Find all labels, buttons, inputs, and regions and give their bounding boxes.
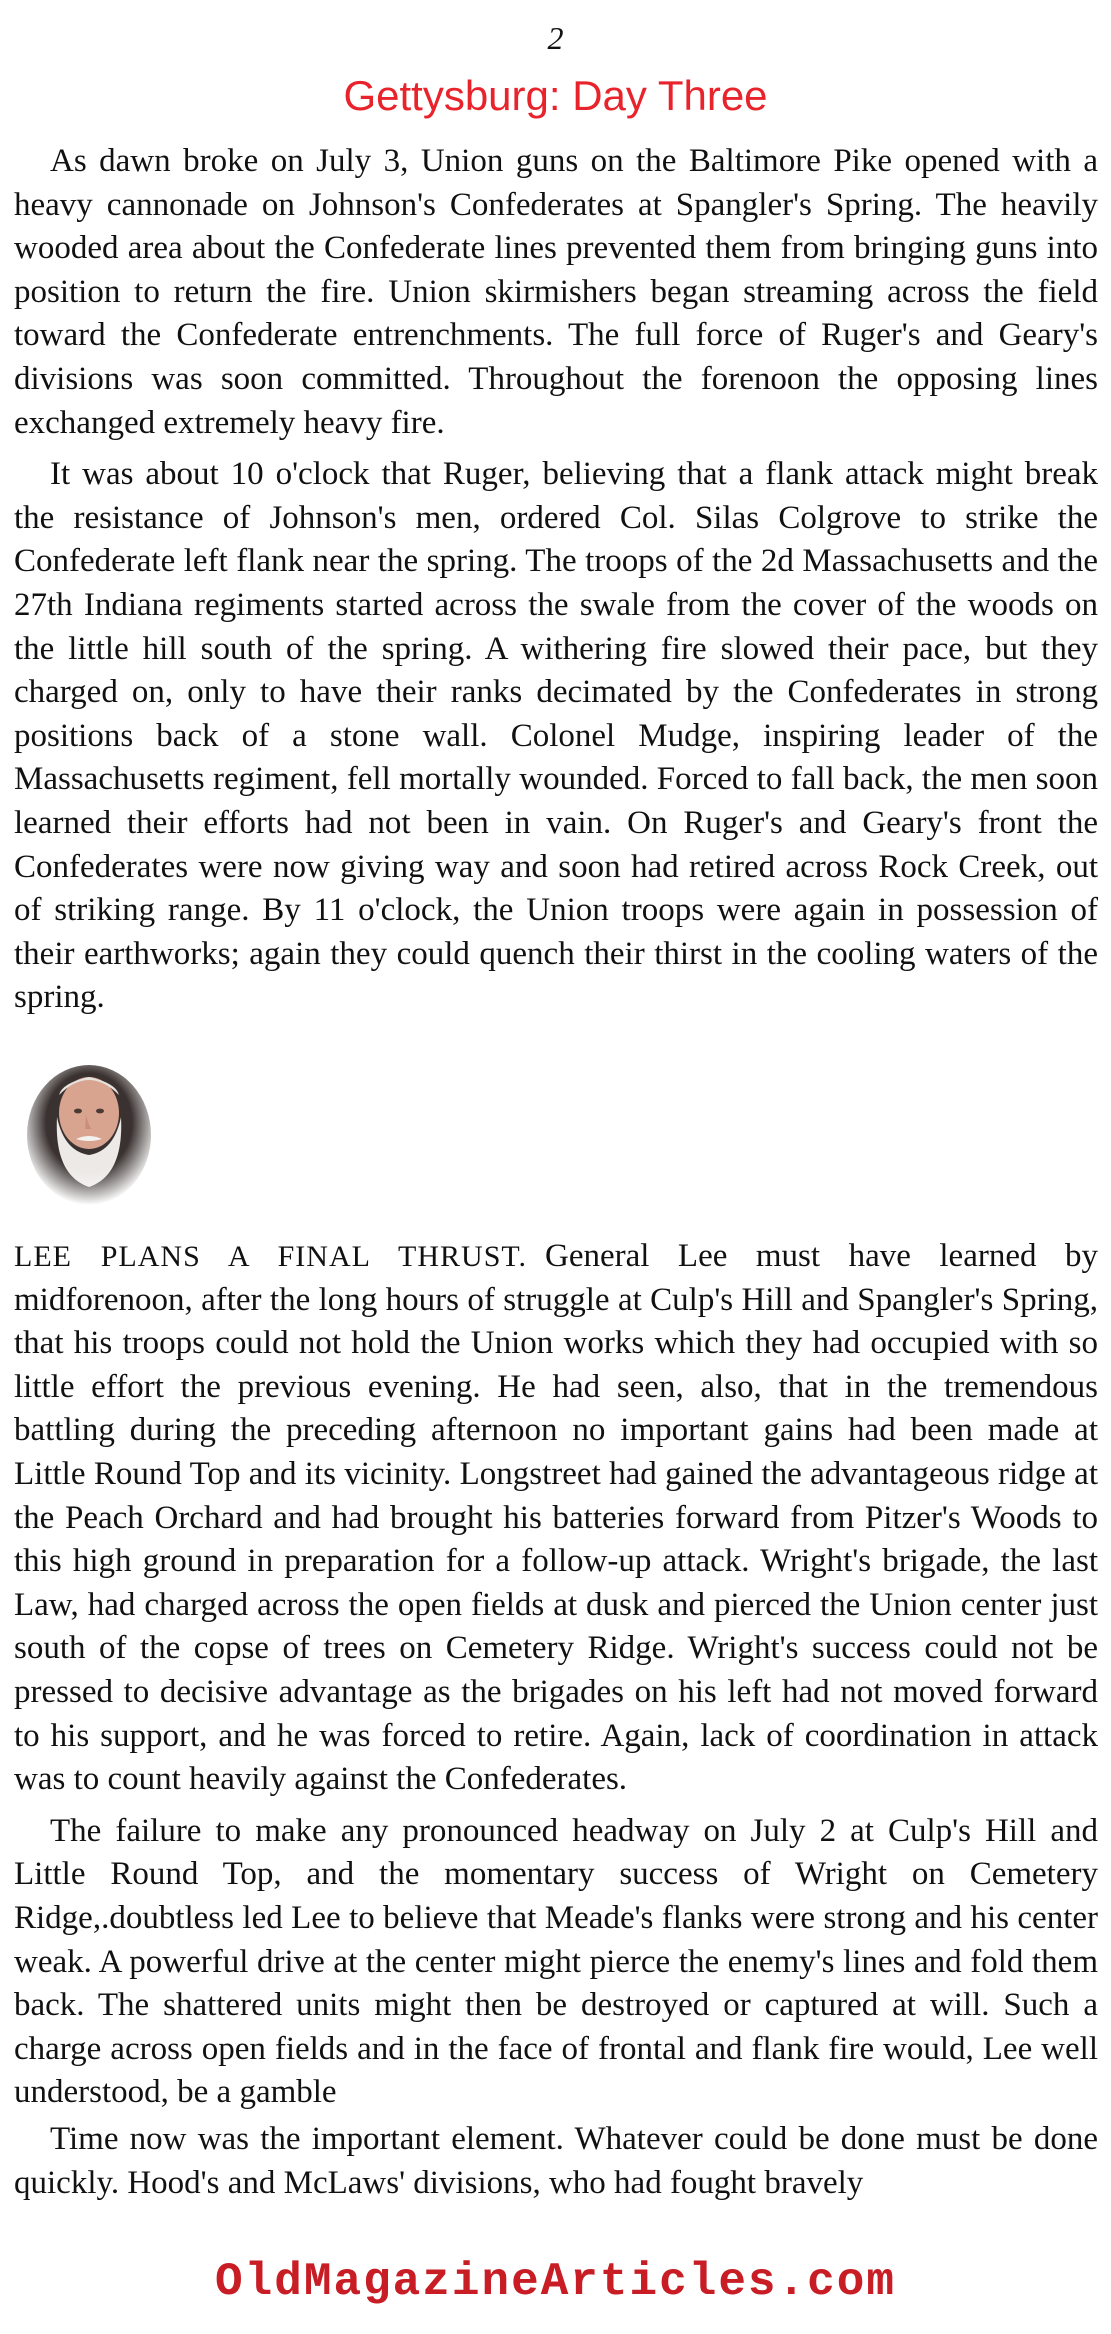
- paragraph-4: The failure to make any pronounced headway on July 2 at Culp's Hill and Little Round Top, and the momentary success of Wright on Cemetery Ridge,.doubtless led Lee to believe that Meade's flanks were strong and his center weak. A powerful drive at the center might pierce the enemy's lines and fold them back. The shattered units might then be destroyed or captured at will. Such a charge across open fields and in the face of frontal and flank fire would, Lee well understood, be a gamble: [14, 1812, 1098, 2111]
- article-section-1: [14, 140, 1098, 1020]
- lee-portrait-image: [24, 1055, 154, 1205]
- paragraph-1: As dawn broke on July 3, Union guns on the Baltimore Pike opened with a heavy cannonade on Johnson's Confederates at Spangler's Spring. The heavily wooded area about the Confederate lines prevented them from bringing guns into position to return the fire. Union skirmishers began streaming across the field toward the Confederate entrenchments. The full force of Ruger's and Geary's divisions was soon committed. Throughout the forenoon the opposing lines exchanged extremely heavy fire.: [14, 143, 1098, 441]
- article-section-2: [14, 1235, 1098, 2115]
- paragraph-5: Time now was the important element. Whatever could be done must be done quickly. Hood's and McLaws' divisions, who had fought bravely: [14, 2121, 1098, 2201]
- paragraph-3: General Lee must have learned by midforenoon, after the long hours of struggle at Culp's Hill and Spangler's Spring, that his troops could not hold the Union works which they had occupied with so little effort the previous evening. He had seen, also, that in the tremendous battling during the preceding afternoon no important gains had been made at Little Round Top and its vicinity. Longstreet had gained the advantageous ridge at the Peach Orchard and had brought his batteries forward from Pitzer's Woods to this high ground in preparation for a follow-up attack. Wright's brigade, the last Law, had charged across the open fields at dusk and pierced the Union center just south of the copse of trees on Cemetery Ridge. Wright's success could not be pressed to decisive advantage as the brigades on his left had not moved forward to his support, and he was forced to retire. Again, lack of coordination in attack was to count heavily against the Confederates.: [14, 1238, 1098, 1798]
- section-heading: LEE PLANS A FINAL THRUST.: [14, 1240, 527, 1273]
- paragraph-2: It was about 10 o'clock that Ruger, believing that a flank attack might break the resistance of Johnson's men, ordered Col. Silas Colgrove to strike the Confederate left flank near the spring. The troops of the 2d Massachusetts and the 27th Indiana regiments started across the swale from the cover of the woods on the little hill south of the spring. A withering fire slowed their pace, but they charged on, only to have their ranks decimated by the Confederates in strong positions back of a stone wall. Colonel Mudge, inspiring leader of the Massachusetts regiment, fell mortally wounded. Forced to fall back, the men soon learned their efforts had not been in vain. On Ruger's and Geary's front the Confederates were now giving way and soon had retired across Rock Creek, out of striking range. By 11 o'clock, the Union troops were again in possession of their earthworks; again they could quench their thirst in the cooling waters of the spring.: [14, 456, 1098, 1016]
- site-watermark: OldMagazineArticles.com: [215, 2256, 896, 2308]
- page-number: 2: [547, 20, 564, 56]
- page-title: Gettysburg: Day Three: [343, 72, 768, 119]
- article-section-3: [14, 2118, 1098, 2205]
